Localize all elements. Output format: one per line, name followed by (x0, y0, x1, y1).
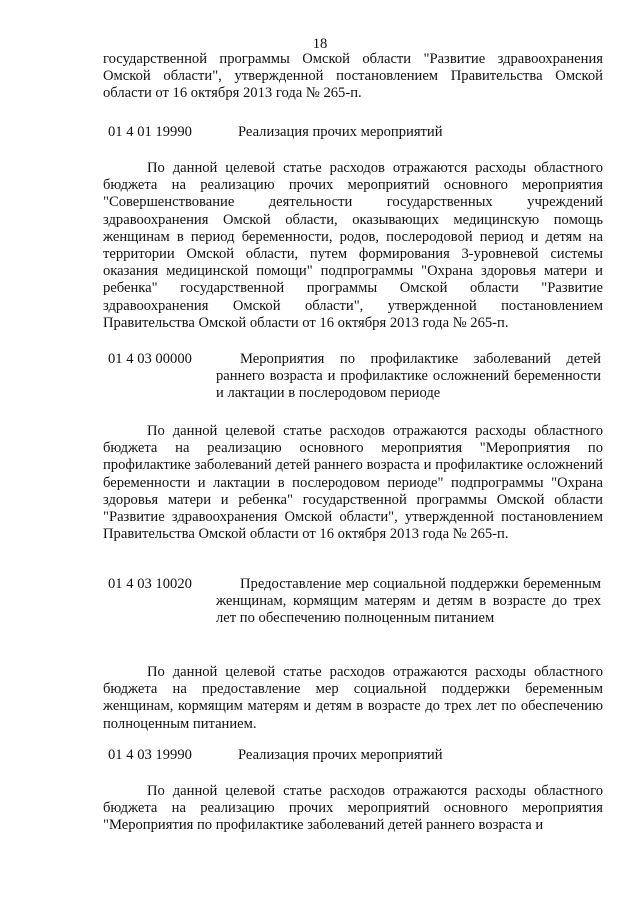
section-body: По данной целевой статье расходов отражаются расходы областного бюджета на реализацию прочих мероприятий основного мероприятия "Совершенствование деятельности государственных учреждений здравоохранения Омской области, оказывающих медицинскую помощь женщинам в период беременности, родов, послеродовой период и детям на территории Омской области, путем формирования 3-уровневой системы оказания медицинской помощи" подпрограммы "Охрана здоровья матери и ребенка" государственной программы Омской области "Развитие здравоохранения Омской области", утвержденной постановлением Правительства Омской области от 16 октября 2013 года № 265-п. (103, 160, 603, 331)
section-body: По данной целевой статье расходов отражаются расходы областного бюджета на реализацию основного мероприятия "Мероприятия по профилактике заболеваний детей раннего возраста и профилактике осложнений беременности и лактации в послеродовом периоде" подпрограммы "Охрана здоровья матери и ребенка" государственной программы Омской области "Развитие здравоохранения Омской области", утвержденной постановлением Правительства Омской области от 16 октября 2013 года № 265-п. (103, 423, 603, 543)
section-title: Реализация прочих мероприятий (238, 747, 443, 763)
section-code: 01 4 03 19990 (108, 747, 192, 763)
section-code: 01 4 01 19990 (108, 124, 192, 140)
page-number: 18 (312, 36, 328, 52)
section-code: 01 4 03 10020 (108, 576, 192, 592)
intro-paragraph: государственной программы Омской области "Развитие здравоохранения Омской области", утвержденной постановлением Правительства Омской области от 16 октября 2013 года № 265-п. (103, 51, 603, 102)
section-title: Реализация прочих мероприятий (238, 124, 443, 140)
section-body: По данной целевой статье расходов отражаются расходы областного бюджета на реализацию прочих мероприятий основного мероприятия "Мероприятия по профилактике заболеваний детей раннего возраста и (103, 783, 603, 834)
section-body: По данной целевой статье расходов отражаются расходы областного бюджета на предоставление мер социальной поддержки беременным женщинам, кормящим матерям и детям в возрасте до трех лет по обеспечению полноценным питанием. (103, 664, 603, 732)
section-title: Мероприятия по профилактике заболеваний детей раннего возраста и профилактике осложнений беременности и лактации в послеродовом периоде (216, 351, 601, 402)
section-title: Предоставление мер социальной поддержки беременным женщинам, кормящим матерям и детям в возрасте до трех лет по обеспечению полноценным питанием (216, 576, 601, 627)
section-code: 01 4 03 00000 (108, 351, 192, 367)
